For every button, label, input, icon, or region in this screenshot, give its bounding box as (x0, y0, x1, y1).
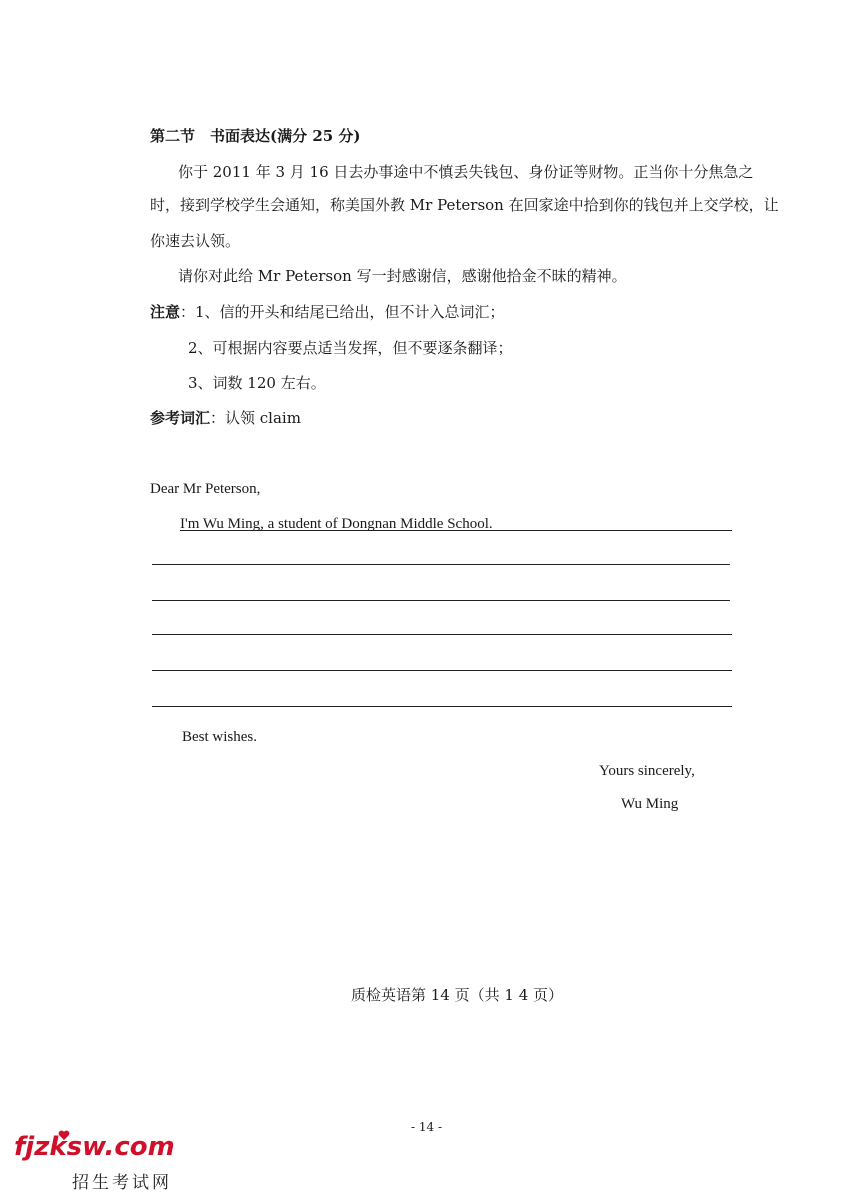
vocab-label: 参考词汇 (150, 409, 211, 427)
letter-signoff: Yours sincerely, (599, 763, 695, 779)
answer-line-3[interactable] (152, 600, 730, 601)
prompt-line-1: 你于 2011 年 3 月 16 日去办事途中不慎丢失钱包、身份证等财物。正当你十分焦急之 (178, 163, 754, 181)
prompt-line-3: 你速去认领。 (150, 232, 241, 250)
note-label: 注意 (150, 303, 181, 321)
logo-subtitle: 招生考试网 (72, 1173, 172, 1193)
prompt-task: 请你对此给 Mr Peterson 写一封感谢信，感谢他拾金不昧的精神。 (178, 267, 627, 285)
vocab-line (150, 409, 301, 427)
page-caption: 质检英语第 14 页（共 1 4 页） (351, 986, 564, 1004)
note-line-2: 2、可根据内容要点适当发挥，但不要逐条翻译； (188, 339, 513, 357)
logo-text: fjzksw.com (14, 1132, 175, 1162)
letter-first-line: I'm Wu Ming, a student of Dongnan Middle School. (180, 516, 493, 532)
site-logo (10, 1130, 185, 1195)
note-line-3: 3、词数 120 左右。 (188, 374, 326, 392)
letter-closing: Best wishes. (182, 729, 257, 745)
letter-greeting: Dear Mr Peterson, (150, 481, 261, 497)
answer-line-2[interactable] (152, 564, 730, 565)
page-number: - 14 - (411, 1120, 443, 1134)
section-heading: 第二节 书面表达(满分 25 分) (150, 127, 361, 145)
note-1-text: ：1、信的开头和结尾已给出，但不计入总词汇； (180, 303, 505, 321)
note-line-1 (150, 303, 505, 321)
letter-signature: Wu Ming (621, 796, 679, 812)
answer-line-4[interactable] (152, 634, 732, 635)
vocab-text: ：认领 claim (210, 409, 301, 427)
answer-line-6[interactable] (152, 706, 732, 707)
answer-line-1[interactable] (180, 530, 732, 531)
prompt-line-2: 时，接到学校学生会通知，称美国外教 Mr Peterson 在回家途中拾到你的钱包并上交学校，让 (150, 196, 779, 214)
answer-line-5[interactable] (152, 670, 732, 671)
